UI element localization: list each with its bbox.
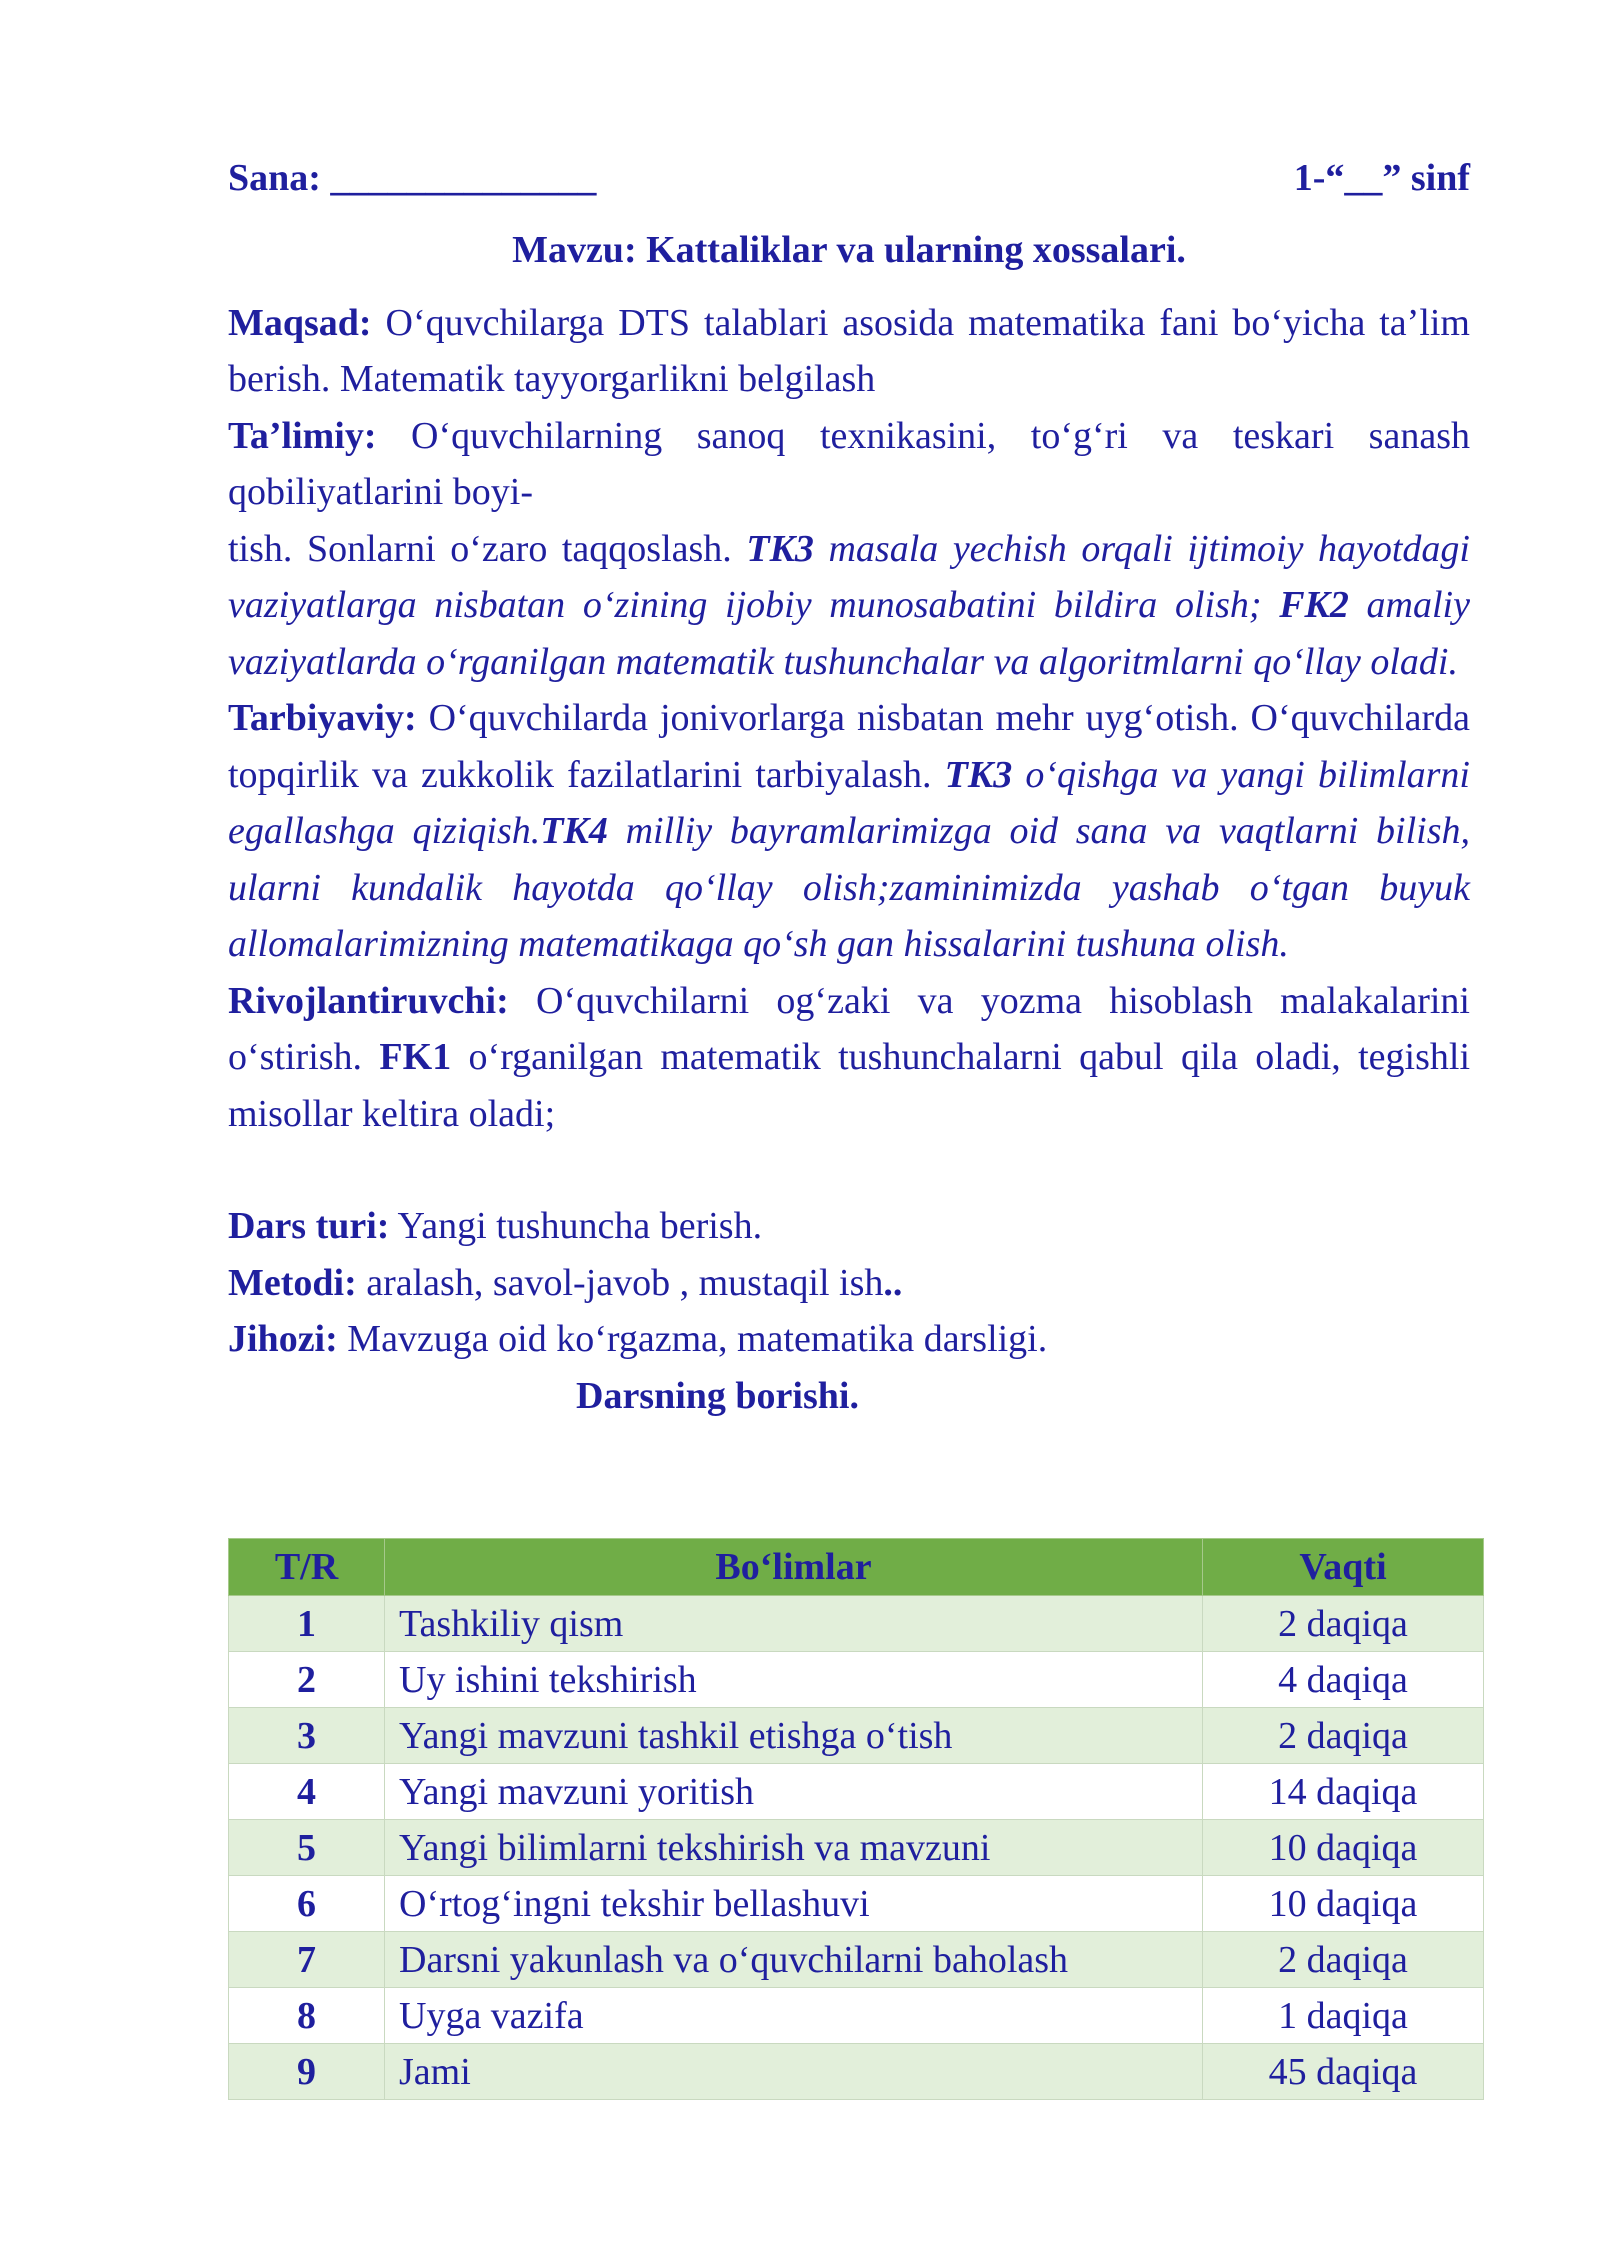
method-line [228,1255,1470,1312]
educational-italic-1: masala yechish orqali ijtimoiy hayotdagi vaziyatlarga nisbatan o‘zining ijobiy munosabatini bildira olish; [228,527,1470,626]
header-time: Vaqti [1203,1539,1484,1596]
lesson-plan-table [228,1538,1484,2100]
table-row [229,1652,1484,1708]
table-row [229,1820,1484,1876]
table-row [229,1764,1484,1820]
row-time: 2 daqiqa [1203,1708,1484,1764]
goal-paragraph [228,295,1470,408]
row-time: 45 daqiqa [1203,2044,1484,2100]
upbringing-tk3: TK3 [944,753,1013,796]
row-section: Yangi mavzuni tashkil etishga o‘tish [385,1708,1203,1764]
upbringing-label: Tarbiyaviy: [228,697,417,739]
table-row [229,1988,1484,2044]
table-row [229,1596,1484,1652]
upbringing-italic-1: o‘qishga va yangi bilimlarni egallashga qiziqish. [228,753,1470,852]
developmental-text-2: o‘rganilgan matematik tushunchalarni qabul qila oladi, tegishli misollar keltira oladi; [228,1036,1471,1135]
row-number: 4 [229,1764,385,1820]
row-time: 10 daqiqa [1203,1820,1484,1876]
topic-title: Mavzu: Kattaliklar va ularning xossalari. [512,229,1186,271]
table-row [229,2044,1484,2100]
educational-paragraph [228,408,1470,521]
goal-label: Maqsad: [228,301,372,344]
educational-tk3: TK3 [746,527,814,570]
row-time: 10 daqiqa [1203,1876,1484,1932]
table-row [229,1932,1484,1988]
goal-text: O‘quvchilarga DTS talablari asosida matematika fani bo‘yicha ta’lim berish. Matematik tayyorgarlikni belgilash [228,301,1470,400]
row-section: Jami [385,2044,1203,2100]
developmental-paragraph [228,973,1470,1143]
header-row [228,150,1470,206]
lesson-type-line [228,1198,1470,1255]
method-text: aralash, savol-javob , mustaqil ish [356,1261,884,1304]
educational-fk2: FK2 [1279,584,1349,626]
document-body [228,150,1470,1424]
upbringing-italic-2: milliy bayramlarimizga oid sana va vaqtlarni bilish, ularni kundalik hayotda qo‘llay olish;zaminimizda yashab o‘tgan buyuk allomalarimizning matematikaga qo‘sh gan hissalarini tushuna olish. [228,810,1470,965]
lesson-type-label: Dars turi: [228,1205,390,1247]
header-number: T/R [229,1539,385,1596]
developmental-label: Rivojlantiruvchi: [228,979,509,1022]
upbringing-text: O‘quvchilarda jonivorlarga nisbatan mehr uyg‘otish. O‘quvchilarda topqirlik va zukkolik fazilatlarini tarbiyalash. [228,697,1470,796]
row-time: 14 daqiqa [1203,1764,1484,1820]
upbringing-tk4: TK4 [540,810,608,852]
educational-italic-2: amaliy vaziyatlarda o‘rganilgan matematik tushunchalar va algoritmlarni qo‘llay oladi. [228,584,1470,683]
table-header-row [229,1539,1484,1596]
educational-text-1: O‘quvchilarning sanoq texnikasini, to‘g‘ri va teskari sanash qobiliyatlarini boyi- [228,414,1470,513]
class-label: 1-“__” sinf [1293,157,1470,199]
row-number: 1 [229,1596,385,1652]
row-time: 2 daqiqa [1203,1596,1484,1652]
row-number: 5 [229,1820,385,1876]
table-row [229,1876,1484,1932]
educational-paragraph-2 [228,521,1470,691]
row-number: 6 [229,1876,385,1932]
row-section: Uyga vazifa [385,1988,1203,2044]
table-row [229,1708,1484,1764]
row-section: Tashkiliy qism [385,1596,1203,1652]
educational-text-2: tish. Sonlarni o‘zaro taqqoslash. [228,527,747,570]
row-time: 1 daqiqa [1203,1988,1484,2044]
equipment-label: Jihozi: [228,1318,338,1360]
lesson-type-text: Yangi tushuncha berish. [389,1205,763,1247]
method-label: Metodi: [228,1261,357,1304]
developmental-fk1: FK1 [379,1036,452,1078]
equipment-line [228,1311,1470,1368]
developmental-text: O‘quvchilarni og‘zaki va yozma hisoblash malakalarini o‘stirish. [228,979,1470,1078]
row-section: Yangi bilimlarni tekshirish va mavzuni [385,1820,1203,1876]
plan-heading: Darsning borishi. [576,1374,859,1417]
row-number: 8 [229,1988,385,2044]
upbringing-paragraph [228,690,1470,973]
row-section: Yangi mavzuni yoritish [385,1764,1203,1820]
row-section: Uy ishini tekshirish [385,1652,1203,1708]
equipment-text: Mavzuga oid ko‘rgazma, matematika darsligi. [337,1318,1048,1360]
row-section: Darsni yakunlash va o‘quvchilarni baholash [385,1932,1203,1988]
method-dots: .. [883,1261,903,1304]
header-sections: Bo‘limlar [385,1539,1203,1596]
educational-label: Ta’limiy: [228,414,377,457]
row-number: 2 [229,1652,385,1708]
spacer [228,1142,1470,1198]
row-number: 9 [229,2044,385,2100]
row-section: O‘rtog‘ingni tekshir bellashuvi [385,1876,1203,1932]
row-number: 7 [229,1932,385,1988]
row-time: 4 daqiqa [1203,1652,1484,1708]
row-number: 3 [229,1708,385,1764]
row-time: 2 daqiqa [1203,1932,1484,1988]
date-label: Sana: ______________ [228,157,597,199]
